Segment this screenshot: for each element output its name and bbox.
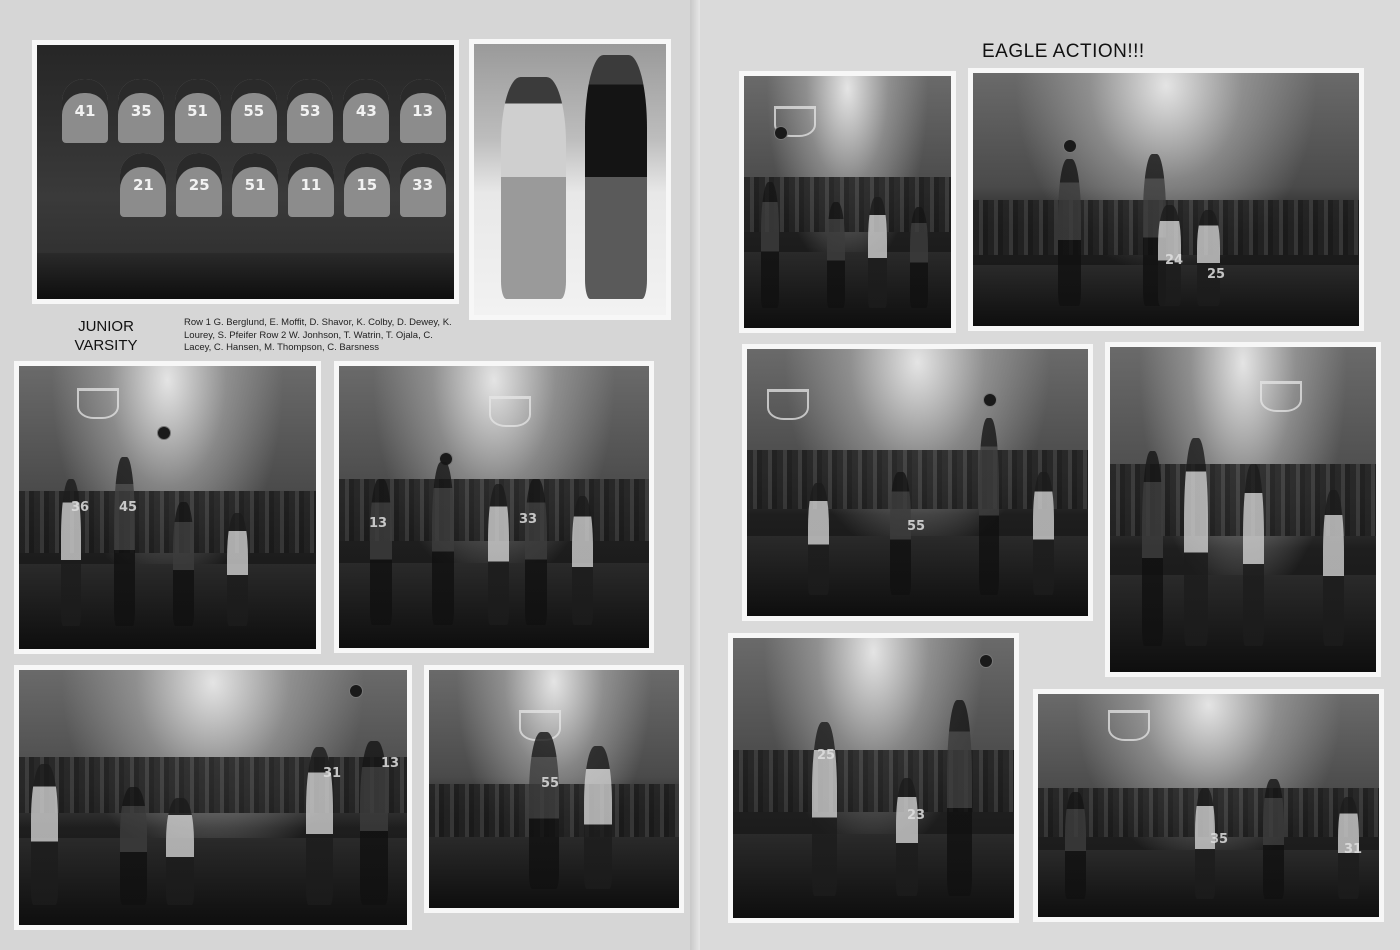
player — [1065, 792, 1085, 899]
player — [947, 700, 972, 896]
basketball-icon — [774, 126, 788, 140]
team-jersey: 33 — [400, 153, 446, 217]
basketball-icon — [983, 393, 997, 407]
coach-figure — [585, 55, 646, 299]
hoop-icon — [767, 389, 809, 420]
action-photo — [728, 633, 1019, 923]
action-photo — [739, 71, 956, 333]
team-jersey: 35 — [118, 79, 164, 143]
basketball-icon — [979, 654, 993, 668]
team-jersey: 51 — [175, 79, 221, 143]
court-floor — [733, 834, 1014, 918]
jersey-number: 31 — [323, 766, 342, 781]
team-photo-floor — [37, 253, 454, 299]
player — [114, 457, 138, 627]
jersey-number: 35 — [1210, 832, 1229, 847]
team-front-row — [120, 153, 445, 217]
player — [1197, 210, 1220, 306]
hoop-icon — [489, 396, 531, 427]
player — [1033, 472, 1053, 595]
caption-title-line: VARSITY — [74, 337, 138, 354]
jersey-number: 13 — [369, 516, 388, 531]
player — [173, 502, 194, 627]
player — [910, 207, 929, 308]
action-photo — [14, 665, 412, 930]
player — [432, 462, 454, 626]
team-jersey: 11 — [288, 153, 334, 217]
team-jersey: 43 — [343, 79, 389, 143]
jersey-number: 25 — [1207, 267, 1226, 282]
team-jersey: 53 — [287, 79, 333, 143]
player — [1058, 159, 1081, 306]
player — [1184, 438, 1208, 646]
action-photo — [1033, 689, 1384, 922]
player — [120, 787, 147, 904]
caption-title — [60, 317, 152, 355]
player — [1142, 451, 1163, 646]
hoop-icon — [77, 388, 119, 419]
player — [166, 798, 193, 905]
crowd — [733, 750, 1014, 812]
team-jersey: 41 — [62, 79, 108, 143]
action-photo — [14, 361, 321, 654]
player — [31, 764, 58, 904]
hoop-icon — [1108, 710, 1150, 741]
action-photo — [334, 361, 654, 653]
jersey-number: 33 — [519, 512, 538, 527]
jersey-number: 55 — [907, 519, 926, 534]
team-jersey: 15 — [344, 153, 390, 217]
action-photo — [1105, 342, 1381, 677]
player — [761, 182, 780, 308]
player — [370, 479, 392, 626]
player — [827, 202, 846, 308]
crowd — [19, 757, 407, 813]
caption-roster: Row 1 G. Berglund, E. Moffit, D. Shavor, K. Colby, D. Dewey, K. Lourey, S. Pfeifer Row 2 W. Jonhson, T. Watrin, T. Ojala, C. Lacey, C. Hansen, M. Thompson, C. Barsness — [184, 317, 452, 353]
team-back-row — [62, 79, 446, 143]
team-jersey: 25 — [176, 153, 222, 217]
basketball-icon — [157, 426, 171, 440]
player — [896, 778, 918, 896]
jersey-number: 36 — [71, 500, 90, 515]
caption-title-line: JUNIOR — [78, 318, 134, 335]
team-jersey: 51 — [232, 153, 278, 217]
hoop-icon — [1260, 381, 1302, 412]
jersey-number: 24 — [1165, 253, 1184, 268]
jersey-number: 23 — [907, 808, 926, 823]
basketball-icon — [1063, 139, 1077, 153]
player — [584, 746, 612, 889]
player — [1243, 464, 1264, 646]
player — [1263, 779, 1283, 899]
player — [572, 496, 594, 626]
basketball-icon — [349, 684, 363, 698]
player — [979, 418, 999, 594]
page-heading: EAGLE ACTION!!! — [982, 41, 1145, 62]
coach-figure — [501, 77, 566, 299]
action-photo — [424, 665, 684, 913]
jersey-number: 55 — [541, 776, 560, 791]
team-jersey: 21 — [120, 153, 166, 217]
player — [868, 197, 887, 308]
player — [525, 479, 547, 626]
coaches-photo — [469, 39, 671, 320]
player — [488, 484, 510, 625]
player — [529, 732, 559, 889]
action-photo — [742, 344, 1093, 621]
court-floor — [19, 838, 407, 925]
team-jersey: 55 — [231, 79, 277, 143]
team-photo — [32, 40, 459, 304]
jersey-number: 45 — [119, 500, 138, 515]
jersey-number: 13 — [381, 756, 400, 771]
jersey-number: 31 — [1344, 842, 1363, 857]
player — [227, 513, 248, 626]
team-jersey: 13 — [400, 79, 446, 143]
jersey-number: 25 — [817, 748, 836, 763]
player — [1323, 490, 1344, 646]
player — [808, 483, 828, 595]
action-photo — [968, 68, 1364, 331]
